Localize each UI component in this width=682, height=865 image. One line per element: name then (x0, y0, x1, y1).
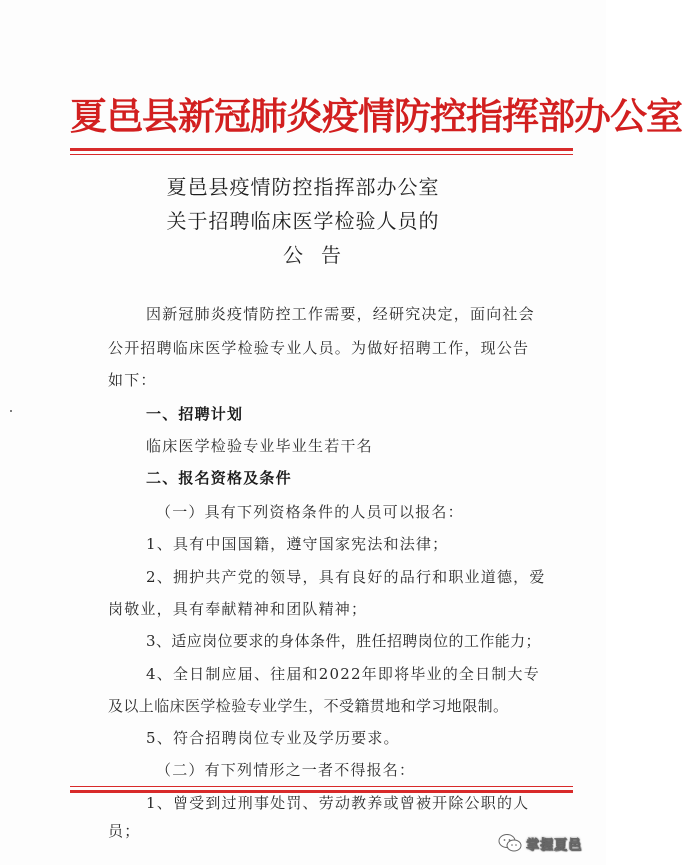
subsection-heading: （一）具有下列资格条件的人员可以报名： (156, 503, 464, 521)
list-item: 5、符合招聘岗位专业及学历要求。 (146, 729, 400, 747)
doc-title-line-1: 夏邑县疫情防控指挥部办公室 (166, 175, 440, 199)
subsection-heading: （二）有下列情形之一者不得报名： (156, 761, 416, 779)
footer-red-rule-thick (70, 790, 573, 793)
paragraph-line: 如下： (108, 371, 157, 389)
list-item: 3、适应岗位要求的身体条件，胜任招聘岗位的工作能力； (146, 632, 541, 650)
section-heading-plan: 一、招聘计划 (146, 405, 244, 423)
list-item: 1、具有中国国籍，遵守国家宪法和法律； (146, 535, 449, 553)
footer-red-rule-thin (70, 786, 573, 787)
scan-speck (10, 410, 12, 412)
paragraph-line: 公开招聘临床医学检验专业人员。为做好招聘工作，现公告 (108, 339, 530, 357)
list-item-continuation: 岗敬业，具有奉献精神和团队精神； (108, 600, 368, 618)
list-item: 4、全日制应届、往届和2022年即将毕业的全日制大专 (146, 665, 540, 683)
paragraph-line: 临床医学检验专业毕业生若干名 (146, 437, 373, 455)
watermark-text: 掌握夏邑 (526, 837, 583, 853)
section-heading-qualifications: 二、报名资格及条件 (146, 469, 292, 487)
paragraph-line: 因新冠肺炎疫情防控工作需要，经研究决定，面向社会 (146, 305, 535, 323)
list-item: 1、曾受到过刑事处罚、劳动教养或曾被开除公职的人 (146, 794, 530, 812)
header-red-rule-thin (70, 154, 573, 155)
source-watermark (498, 832, 582, 854)
header-red-rule-thick (70, 148, 573, 151)
wechat-icon (498, 833, 522, 853)
list-item-continuation: 及以上临床医学检验专业学生，不受籍贯地和学习地限制。 (108, 697, 509, 715)
list-item-continuation: 员； (108, 822, 141, 840)
list-item: 2、拥护共产党的领导，具有良好的品行和职业道德，爱 (146, 568, 546, 586)
doc-title-line-2: 关于招聘临床医学检验人员的 (166, 209, 440, 233)
org-header-title: 夏邑县新冠肺炎疫情防控指挥部办公室 (70, 94, 682, 138)
doc-title-line-3: 公告 (283, 243, 359, 267)
